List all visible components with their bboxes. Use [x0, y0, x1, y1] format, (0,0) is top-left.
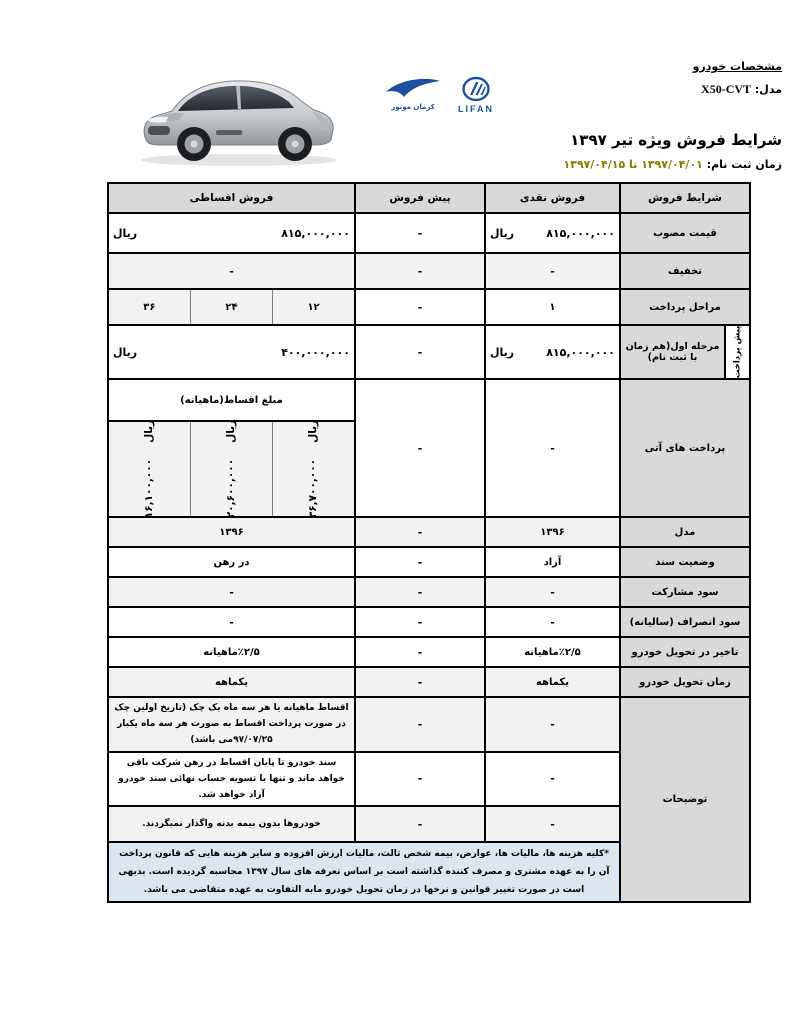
row-header-cancellation-profit: سود انصراف (سالیانه) — [620, 607, 750, 637]
monthly-amount-36-unit: ریال — [143, 419, 156, 443]
registration-period-line — [563, 158, 782, 171]
kerman-motor-logo — [380, 76, 446, 114]
row-header-payment-stages: مراحل پرداخت — [620, 289, 750, 325]
cell-docstatus-presale: - — [355, 547, 485, 577]
row-first-stage — [108, 325, 750, 379]
price-cash-unit: ریال — [489, 226, 515, 240]
cell-delay-installment: ٪۲/۵ماهیانه — [108, 637, 355, 667]
sales-conditions-title: شرایط فروش ویژه تیر ۱۳۹۷ — [570, 131, 782, 149]
row-discount — [108, 253, 750, 289]
first-stage-cash-amount: ۸۱۵,۰۰۰,۰۰۰ — [546, 345, 615, 359]
row-model-year — [108, 517, 750, 547]
monthly-amount-12-value: ۳۶,۷۰۰,۰۰۰ — [307, 458, 320, 519]
cell-note1-text: اقساط ماهیانه یا هر سه ماه یک چک (تاریخ اولین چک در صورت پرداخت اقساط به صورت هر سه ماه یکبار ۹۷/۰۷/۲۵می باشد) — [108, 697, 355, 752]
cell-future-presale: - — [355, 379, 485, 517]
car-photo — [132, 68, 346, 172]
monthly-amount-24-unit: ریال — [225, 419, 238, 443]
cell-delay-presale: - — [355, 637, 485, 667]
cell-delivery-cash: یکماهه — [485, 667, 620, 697]
footnote-text: *کلیه هزینه ها، مالیات ها، عوارض، بیمه شخص ثالث، مالیات ارزش افزوده و سایر هزینه هایی که قانون پرداخت آن را به عهده مشتری و مصرف کننده گذاشته است بر اساس تعرفه های سال ۱۳۹۷ محاسبه گردیده است. بدیهی است در صورت تغییر قوانین و نرخها در زمان تحویل خودرو مابه التفاوت به عهده متقاضی می باشد. — [108, 842, 620, 902]
row-document-status — [108, 547, 750, 577]
cell-docstatus-cash: آزاد — [485, 547, 620, 577]
cell-monthly-amount-12 — [273, 421, 355, 517]
first-stage-installment-unit: ریال — [113, 345, 138, 359]
model-value: X50-CVT — [701, 82, 752, 96]
row-cancellation-profit — [108, 607, 750, 637]
cell-note2-presale: - — [355, 752, 485, 807]
sales-conditions-table — [107, 182, 751, 903]
cell-cancellation-installment: - — [108, 607, 355, 637]
cell-stages-36: ۳۶ — [108, 289, 190, 325]
cell-note1-cash: - — [485, 697, 620, 752]
col-header-presale: پیش فروش — [355, 183, 485, 213]
cell-stages-12: ۱۲ — [273, 289, 355, 325]
cell-note3-presale: - — [355, 806, 485, 842]
cell-stages-24: ۲۴ — [190, 289, 272, 325]
table-header-row — [108, 183, 750, 213]
first-stage-installment-amount: ۴۰۰,۰۰۰,۰۰۰ — [281, 345, 350, 359]
price-installment-unit: ریال — [113, 226, 138, 240]
row-header-delivery-delay: تاخیر در تحویل خودرو — [620, 637, 750, 667]
monthly-amount-12-unit: ریال — [307, 419, 320, 443]
cell-first-stage-cash — [485, 325, 620, 379]
row-payment-stages — [108, 289, 750, 325]
row-delivery-delay — [108, 637, 750, 667]
row-header-document-status: وضعیت سند — [620, 547, 750, 577]
row-note-1 — [108, 697, 750, 752]
cell-first-stage-presale: - — [355, 325, 485, 379]
cell-note3-text: خودروها بدون بیمه بدنه واگذار نمیگردند. — [108, 806, 355, 842]
cell-docstatus-installment: در رهن — [108, 547, 355, 577]
cell-model-installment: ۱۳۹۶ — [108, 517, 355, 547]
row-header-approved-price: قیمت مصوب — [620, 213, 750, 253]
cell-discount-installment: - — [108, 253, 355, 289]
cell-model-presale: - — [355, 517, 485, 547]
cell-participation-presale: - — [355, 577, 485, 607]
cell-cancellation-presale: - — [355, 607, 485, 637]
cell-discount-cash: - — [485, 253, 620, 289]
kerman-motor-swoosh-icon — [380, 76, 446, 102]
price-installment-amount: ۸۱۵,۰۰۰,۰۰۰ — [281, 226, 350, 240]
row-header-discount: تخفیف — [620, 253, 750, 289]
cell-note2-cash: - — [485, 752, 620, 807]
col-header-conditions: شرایط فروش — [620, 183, 750, 213]
cell-note1-presale: - — [355, 697, 485, 752]
first-stage-label: مرحله اول(هم زمان با ثبت نام) — [625, 341, 720, 363]
row-delivery-time — [108, 667, 750, 697]
cell-price-installment — [108, 213, 355, 253]
cell-future-cash: - — [485, 379, 620, 517]
lifan-emblem-icon — [452, 76, 500, 102]
cell-participation-installment: - — [108, 577, 355, 607]
row-future-payments-top — [108, 379, 750, 421]
lifan-logo — [452, 76, 500, 114]
cell-delivery-installment: یکماهه — [108, 667, 355, 697]
row-approved-price — [108, 213, 750, 253]
cell-first-stage-installment — [108, 325, 355, 379]
row-header-notes: توضیحات — [620, 697, 750, 902]
row-participation-profit — [108, 577, 750, 607]
cell-note2-text: سند خودرو تا پایان اقساط در رهن شرکت باقی خواهد ماند و تنها با تسویه حساب نهائی سند خودرو آزاد خواهد شد. — [108, 752, 355, 807]
cell-participation-cash: - — [485, 577, 620, 607]
vehicle-specs-title: مشخصات خودرو — [692, 60, 782, 73]
row-header-model-year: مدل — [620, 517, 750, 547]
row-header-first-stage — [620, 325, 750, 379]
cell-delivery-presale: - — [355, 667, 485, 697]
cell-monthly-amount-24 — [190, 421, 272, 517]
cell-price-cash — [485, 213, 620, 253]
cell-monthly-amount-36 — [108, 421, 190, 517]
row-header-participation-profit: سود مشارکت — [620, 577, 750, 607]
registration-dates: ۱۳۹۷/۰۴/۰۱ تا ۱۳۹۷/۰۴/۱۵ — [563, 158, 703, 171]
down-payment-vertical-label: پیش پرداخت — [724, 326, 749, 378]
car-illustration — [132, 68, 346, 172]
first-stage-cash-unit: ریال — [489, 345, 515, 359]
cell-cancellation-cash: - — [485, 607, 620, 637]
cell-stages-cash: ۱ — [485, 289, 620, 325]
model-label: مدل: — [754, 83, 782, 96]
cell-note3-cash: - — [485, 806, 620, 842]
registration-label: زمان ثبت نام: — [706, 158, 782, 171]
cell-discount-presale: - — [355, 253, 485, 289]
row-header-delivery-time: زمان تحویل خودرو — [620, 667, 750, 697]
kerman-motor-logo-text: کرمان موتور — [391, 103, 435, 111]
cell-model-cash: ۱۳۹۶ — [485, 517, 620, 547]
monthly-amount-24-value: ۲۰,۶۰۰,۰۰۰ — [225, 458, 238, 519]
row-header-future-payments: پرداخت های آتی — [620, 379, 750, 517]
cell-delay-cash: ٪۲/۵ماهیانه — [485, 637, 620, 667]
col-header-installment: فروش اقساطی — [108, 183, 355, 213]
col-header-cash: فروش نقدی — [485, 183, 620, 213]
lifan-logo-text: LIFAN — [458, 104, 494, 114]
model-line — [701, 82, 782, 97]
cell-price-presale: - — [355, 213, 485, 253]
monthly-amount-36-value: ۱۶,۱۰۰,۰۰۰ — [143, 458, 156, 519]
price-cash-amount: ۸۱۵,۰۰۰,۰۰۰ — [546, 226, 615, 240]
cell-stages-presale: - — [355, 289, 485, 325]
installment-amount-subheader: مبلغ اقساط(ماهیانه) — [108, 379, 355, 421]
